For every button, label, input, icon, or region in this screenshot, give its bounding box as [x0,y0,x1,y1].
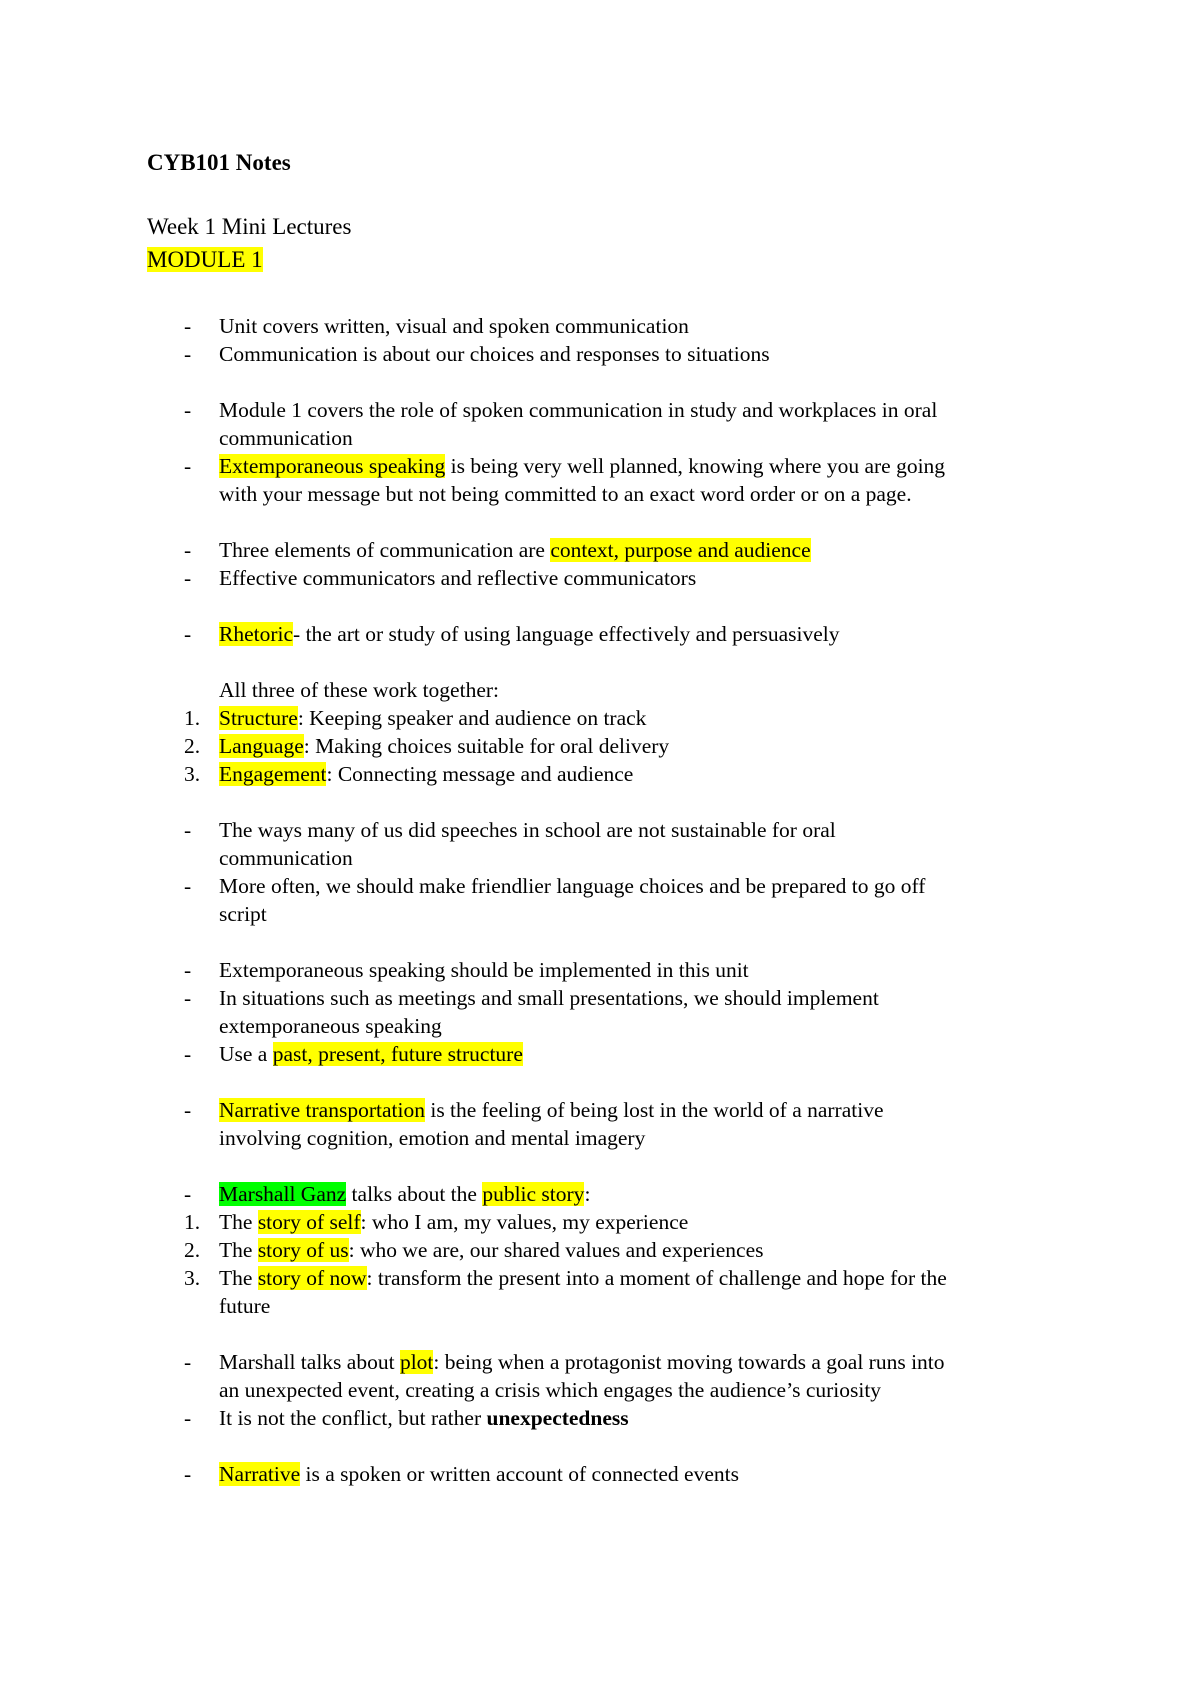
highlighted-term: Language [219,734,304,758]
list-item-text [219,452,1059,508]
item-text-continued: communication [219,426,353,450]
item-text-continued: communication [219,846,353,870]
list-item-text [219,1264,1059,1320]
list-item-text [219,1180,1059,1208]
highlighted-term: story of self [257,1210,361,1234]
list-marker: - [184,398,192,422]
list-marker: - [184,1098,192,1122]
list-marker: - [184,454,192,478]
item-text: : Keeping speaker and audience on track [297,706,647,730]
list-marker: - [184,538,192,562]
item-text-continued: an unexpected event, creating a crisis which engages the audience’s curiosity [219,1378,882,1402]
document-subtitle: Week 1 Mini Lectures [147,214,352,239]
item-text-continued: script [219,902,267,926]
item-text: is the feeling of being lost in the world of a narrative [424,1098,884,1122]
list-number: 3. [184,762,201,786]
list-item-text [219,1040,1059,1068]
list-item-text [219,536,1059,564]
item-text-prefix: Marshall talks about [219,1350,400,1374]
list-marker: - [184,1462,192,1486]
item-text: Unit covers written, visual and spoken communication [219,314,689,338]
item-text: : being when a protagonist moving towards a goal runs into [433,1350,945,1374]
list-marker: - [184,314,192,338]
list-marker: - [184,1042,192,1066]
bold-term: unexpectedness [486,1406,629,1430]
list-marker: - [184,1406,192,1430]
module-heading [147,245,263,275]
list-marker: - [184,818,192,842]
list-marker: - [184,566,192,590]
item-text: : who we are, our shared values and experiences [348,1238,764,1262]
item-text: : Connecting message and audience [326,762,634,786]
list-item-text [219,312,1059,340]
module-heading-text: MODULE 1 [147,247,263,272]
list-number: 1. [184,706,201,730]
highlighted-term: Extemporaneous speaking [219,454,446,478]
highlighted-term: story of now [257,1266,367,1290]
highlighted-term: story of us [257,1238,349,1262]
highlighted-term: Rhetoric [219,622,294,646]
list-item-text [219,1096,1059,1152]
list-marker: - [184,874,192,898]
item-text-continued: extemporaneous speaking [219,1014,442,1038]
highlighted-term: Narrative transportation [219,1098,425,1122]
item-text: : Making choices suitable for oral delivery [303,734,670,758]
item-text: Communication is about our choices and responses to situations [219,342,770,366]
highlighted-term: context, purpose and audience [550,538,811,562]
item-text-middle: talks about the [346,1182,483,1206]
highlighted-term: past, present, future structure [272,1042,523,1066]
highlighted-term: Structure [219,706,298,730]
list-number: 1. [184,1210,201,1234]
list-item-text [219,340,1059,368]
list-marker: - [184,1350,192,1374]
item-text-prefix: The [219,1210,258,1234]
list-item-text [219,760,1059,788]
item-text: is being very well planned, knowing where you are going [445,454,946,478]
list-item-text [219,872,1059,928]
item-text: In situations such as meetings and small presentations, we should implement [219,986,879,1010]
document-title: CYB101 Notes [147,150,291,175]
item-text: is a spoken or written account of connected events [300,1462,739,1486]
list-item-text [219,816,1059,872]
list-item-text [219,396,1059,452]
item-text: The ways many of us did speeches in school are not sustainable for oral [219,818,836,842]
item-text: Effective communicators and reflective communicators [219,566,697,590]
list-item-text [219,1404,1059,1432]
list-item-text [219,620,1059,648]
green-highlighted-term: Marshall Ganz [219,1182,347,1206]
list-item-text [219,732,1059,760]
highlighted-term: plot [399,1350,434,1374]
item-text-prefix: Three elements of communication are [219,538,551,562]
paragraph-text: All three of these work together: [219,678,500,702]
item-text-prefix: The [219,1266,258,1290]
item-text: More often, we should make friendlier language choices and be prepared to go off [219,874,926,898]
list-marker: - [184,1182,192,1206]
item-text: : transform the present into a moment of challenge and hope for the [366,1266,947,1290]
item-text: Extemporaneous speaking should be implemented in this unit [219,958,749,982]
item-text-prefix: Use a [219,1042,273,1066]
list-marker: - [184,342,192,366]
item-text: - the art or study of using language effectively and persuasively [293,622,840,646]
item-text: Module 1 covers the role of spoken communication in study and workplaces in oral [219,398,938,422]
list-item-text [219,1236,1059,1264]
list-item-text [219,564,1059,592]
item-text-prefix: The [219,1238,258,1262]
item-text-continued: future [219,1294,271,1318]
list-number: 2. [184,734,201,758]
item-text-continued: with your message but not being committed to an exact word order or on a page. [219,482,912,506]
list-marker: - [184,622,192,646]
list-item-text [219,984,1059,1040]
list-number: 3. [184,1266,201,1290]
list-marker: - [184,986,192,1010]
list-item-text [219,1348,1059,1404]
list-item-text [219,956,1059,984]
item-text: : who I am, my values, my experience [360,1210,689,1234]
item-text-continued: involving cognition, emotion and mental imagery [219,1126,646,1150]
highlighted-term: public story [482,1182,585,1206]
list-item-text [219,1208,1059,1236]
list-item-text [219,704,1059,732]
highlighted-term: Narrative [219,1462,301,1486]
item-text-prefix: It is not the conflict, but rather [219,1406,487,1430]
highlighted-term: Engagement [219,762,327,786]
item-text: : [584,1182,591,1206]
list-number: 2. [184,1238,201,1262]
list-item-text [219,1460,1059,1488]
list-marker: - [184,958,192,982]
